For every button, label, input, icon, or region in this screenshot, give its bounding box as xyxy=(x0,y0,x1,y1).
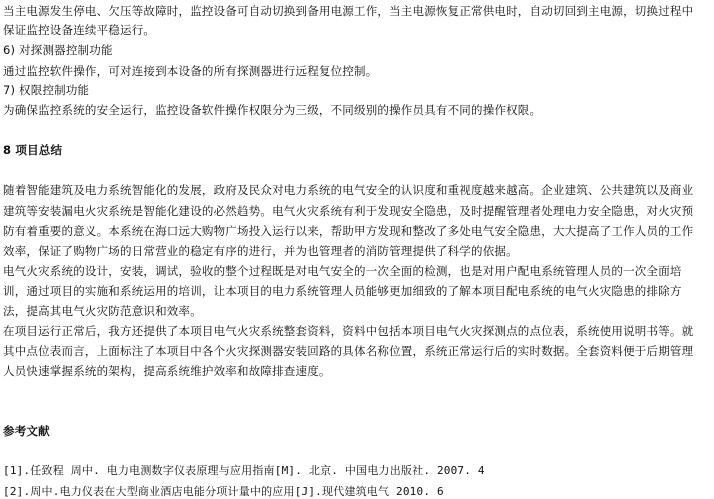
section-8-title: 8 项目总结 xyxy=(3,143,63,157)
para2-line-2: 训，通过项目的实施和系统运用的培训，让本项目的电力系统管理人员能够更加细致的了解本项目配电系统的电气火灾隐患的排除方 xyxy=(3,284,682,298)
reference-1: [1].任致程 周中. 电力电测数字仪表原理与应用指南[M]. 北京. 中国电力出版社. 2007. 4 xyxy=(3,464,485,477)
item6-text: 通过监控软件操作，可对连接到本设备的所有探测器进行远程复位控制。 xyxy=(3,64,378,78)
para2-line-1: 电气火灾系统的设计，安装，调试，验收的整个过程既是对电气安全的一次全面的检测，也是对用户配电系统管理人员的一次全面培 xyxy=(3,264,682,278)
para1-line-2: 建筑等安装漏电火灾系统是智能化建设的必然趋势。电气火灾系统有利于发现安全隐患，及时提醒管理者处理电力安全隐患，对火灾预 xyxy=(3,204,694,218)
references-title: 参考文献 xyxy=(3,424,50,438)
intro-line-1: 当主电源发生停电、欠压等故障时，监控设备可自动切换到备用电源工作，当主电源恢复正常供电时，自动切回到主电源，切换过程中 xyxy=(3,4,694,18)
para1-line-3: 防有着重要的意义。本系统在海口远大购物广场投入运行以来，帮助甲方发现和整改了多处电气安全隐患，大大提高了工作人员的工作 xyxy=(3,224,694,238)
item6-heading: 6) 对探测器控制功能 xyxy=(3,43,113,57)
reference-2: [2].周中.电力仪表在大型商业酒店电能分项计量中的应用[J].现代建筑电气 2010. 6 xyxy=(3,485,444,498)
item7-heading: 7) 权限控制功能 xyxy=(3,83,90,97)
item7-text: 为确保监控系统的安全运行，监控设备软件操作权限分为三级，不同级别的操作员具有不同的操作权限。 xyxy=(3,103,542,117)
para1-line-1: 随着智能建筑及电力系统智能化的发展，政府及民众对电力系统的电气安全的认识度和重视度越来越高。企业建筑、公共建筑以及商业 xyxy=(3,183,694,197)
intro-line-2: 保证监控设备连续平稳运行。 xyxy=(3,23,156,37)
para3-line-3: 人员快速掌握系统的架构，提高系统维护效率和故障排查速度。 xyxy=(3,364,331,378)
para1-line-4: 效率，保证了购物广场的日常营业的稳定有序的进行，并为也管理者的消防管理提供了科学的依据。 xyxy=(3,244,518,258)
para2-line-3: 法，提高其电气火灾防范意识和效率。 xyxy=(3,304,202,318)
para3-line-1: 在项目运行正常后，我方还提供了本项目电气火灾系统整套资料，资料中包括本项目电气火灾探测点的点位表，系统使用说明书等。就 xyxy=(3,324,694,338)
para3-line-2: 其中点位表而言，上面标注了本项目中各个火灾探测器安装回路的具体名称位置，系统正常运行后的实时数据。全套资料便于后期管理 xyxy=(3,344,694,358)
